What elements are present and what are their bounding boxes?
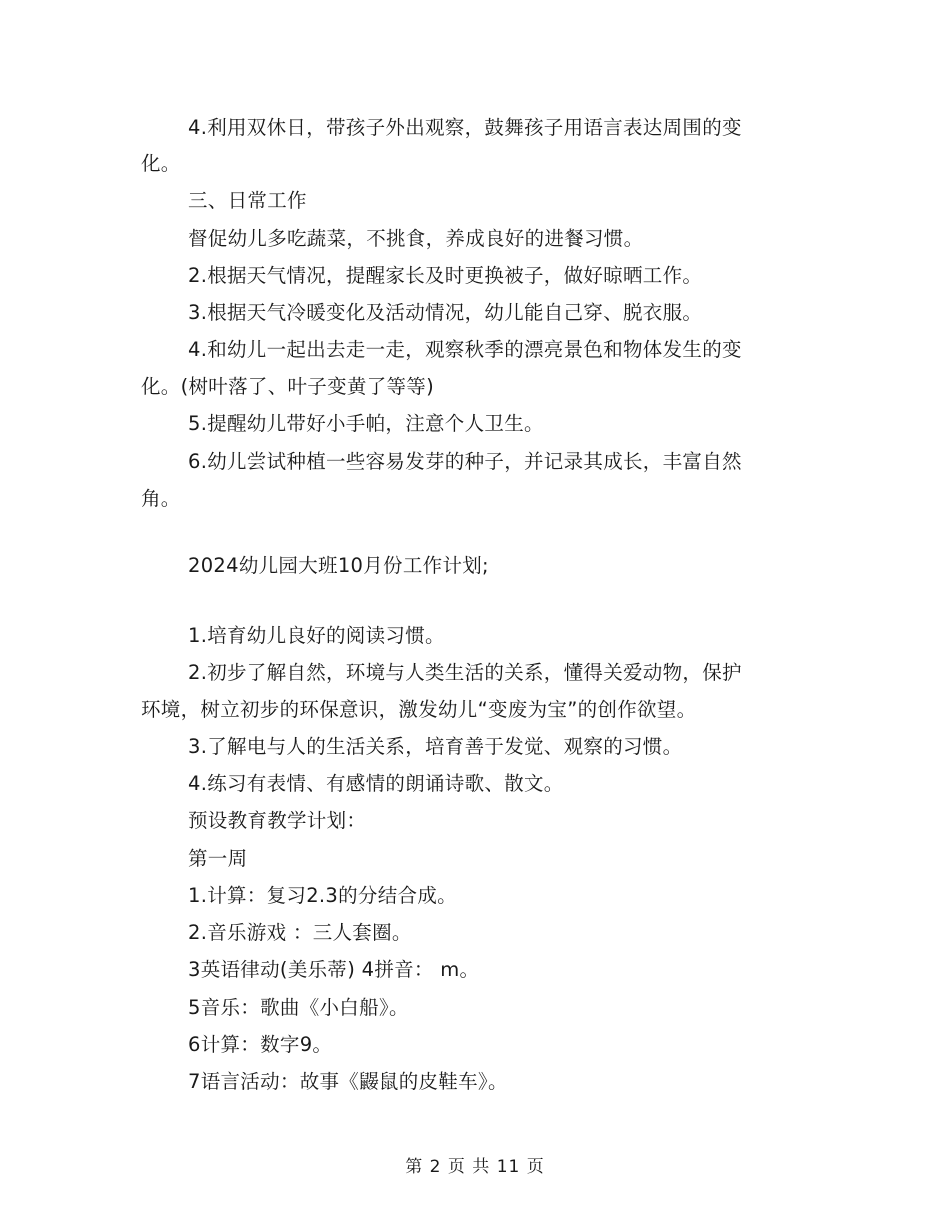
- text-line: 6计算：数字9。: [188, 1033, 333, 1056]
- text-line: 2.根据天气情况，提醒家长及时更换被子，做好晾晒工作。: [188, 264, 703, 287]
- text-line: 2024幼儿园大班10月份工作计划;: [188, 554, 489, 577]
- text-line: 第一周: [188, 847, 248, 870]
- text-line: 2.初步了解自然，环境与人类生活的关系，懂得关爱动物，保护: [188, 661, 742, 684]
- text-line: 4.和幼儿一起出去走一走，观察秋季的漂亮景色和物体发生的变: [188, 338, 742, 361]
- text-line: 5音乐：歌曲《小白船》。: [188, 996, 409, 1019]
- text-line: 7语言活动：故事《鼹鼠的皮鞋车》。: [188, 1070, 508, 1093]
- text-line: 督促幼儿多吃蔬菜，不挑食，养成良好的进餐习惯。: [188, 227, 644, 250]
- text-line: 4.练习有表情、有感情的朗诵诗歌、散文。: [188, 772, 564, 795]
- text-line: 5.提醒幼儿带好小手帕，注意个人卫生。: [188, 412, 544, 435]
- text-line: 3.根据天气冷暖变化及活动情况，幼儿能自己穿、脱衣服。: [188, 301, 703, 324]
- page-footer: 第 2 页 共 11 页: [405, 1157, 545, 1177]
- text-line: 三、日常工作: [188, 189, 307, 212]
- text-line: 6.幼儿尝试种植一些容易发芽的种子，并记录其成长，丰富自然: [188, 450, 742, 473]
- text-line: 3.了解电与人的生活关系，培育善于发觉、观察的习惯。: [188, 735, 683, 758]
- text-line: 角。: [141, 487, 181, 510]
- text-line: 2.音乐游戏 ：三人套圈。: [188, 921, 412, 944]
- text-line: 4.利用双休日，带孩子外出观察，鼓舞孩子用语言表达周围的变: [188, 116, 742, 139]
- text-line: 1.计算：复习2.3的分结合成。: [188, 884, 457, 907]
- text-line: 3英语律动(美乐蒂) 4拼音： m。: [188, 958, 480, 981]
- text-line: 1.培育幼儿良好的阅读习惯。: [188, 624, 445, 647]
- text-line: 化。(树叶落了、叶子变黄了等等): [141, 375, 435, 398]
- text-line: 预设教育教学计划：: [188, 809, 367, 832]
- text-line: 化。: [141, 152, 181, 175]
- text-line: 环境，树立初步的环保意识，激发幼儿“变废为宝”的创作欲望。: [141, 698, 697, 721]
